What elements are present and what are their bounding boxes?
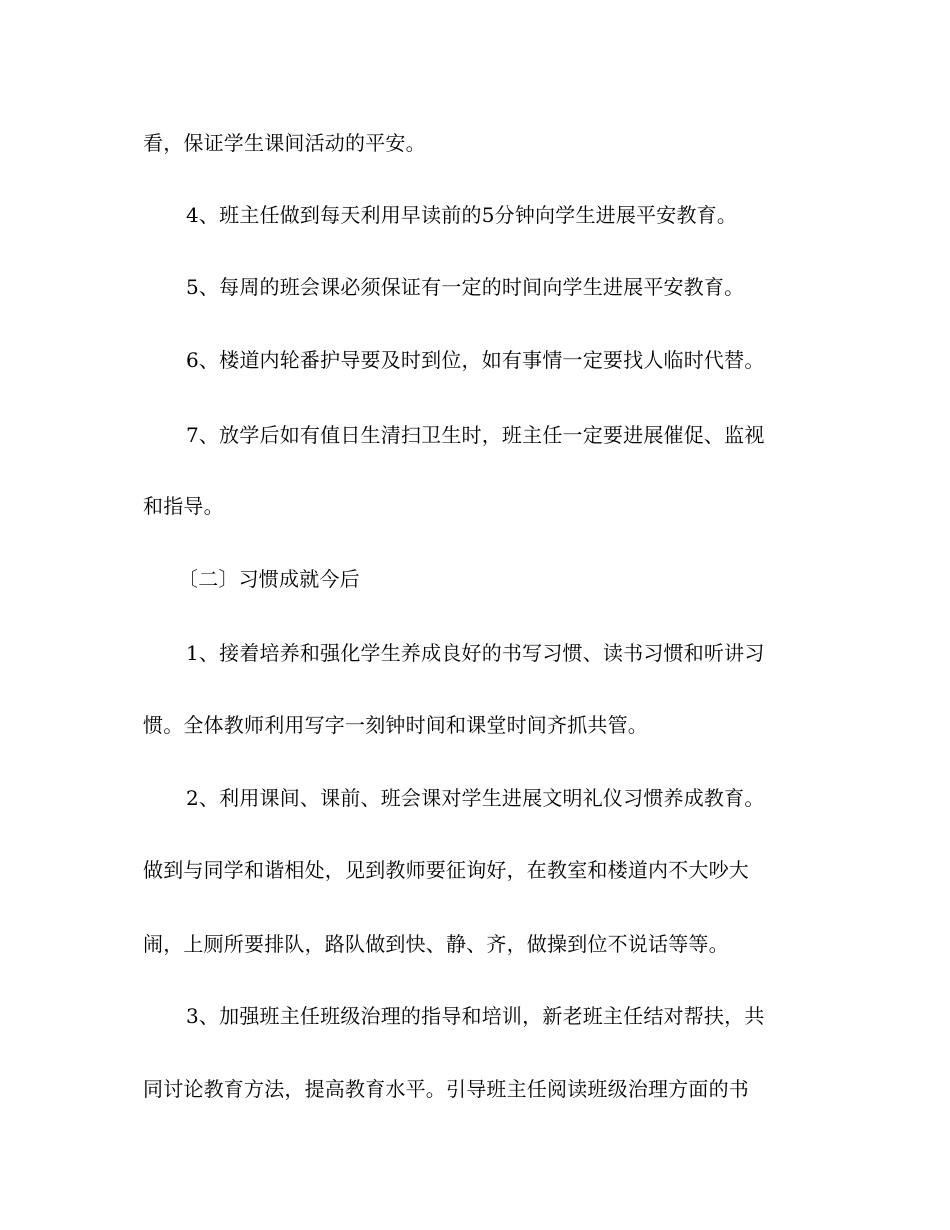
paragraph-line: 2、利用课间、课前、班会课对学生进展文明礼仪习惯养成教育。 (186, 786, 765, 810)
paragraph-line: 看，保证学生课间活动的平安。 (143, 131, 426, 155)
paragraph-line: 6、楼道内轮番护导要及时到位，如有事情一定要找人临时代替。 (186, 348, 765, 372)
paragraph-line: 4、班主任做到每天利用早读前的5分钟向学生进展平安教育。 (186, 203, 738, 227)
paragraph-line: 做到与同学和谐相处，见到教师要征询好，在教室和楼道内不大吵大 (143, 858, 749, 882)
paragraph-line: 5、每周的班会课必须保证有一定的时间向学生进展平安教育。 (186, 275, 745, 299)
paragraph-line: 3、加强班主任班级治理的指导和培训，新老班主任结对帮扶，共 (186, 1004, 765, 1028)
paragraph-line: 1、接着培养和强化学生养成良好的书写习惯、读书习惯和听讲习 (186, 641, 765, 665)
paragraph-line: 和指导。 (143, 494, 224, 518)
section-heading: 〔二〕习惯成就今后 (178, 567, 360, 591)
paragraph-line: 7、放学后如有值日生清扫卫生时，班主任一定要进展催促、监视 (186, 423, 765, 447)
paragraph-line: 闹，上厕所要排队，路队做到快、静、齐，做操到位不说话等等。 (143, 932, 729, 956)
paragraph-line: 惯。全体教师利用写字一刻钟时间和课堂时间齐抓共管。 (143, 713, 648, 737)
paragraph-line: 同讨论教育方法，提高教育水平。引导班主任阅读班级治理方面的书 (143, 1077, 749, 1101)
